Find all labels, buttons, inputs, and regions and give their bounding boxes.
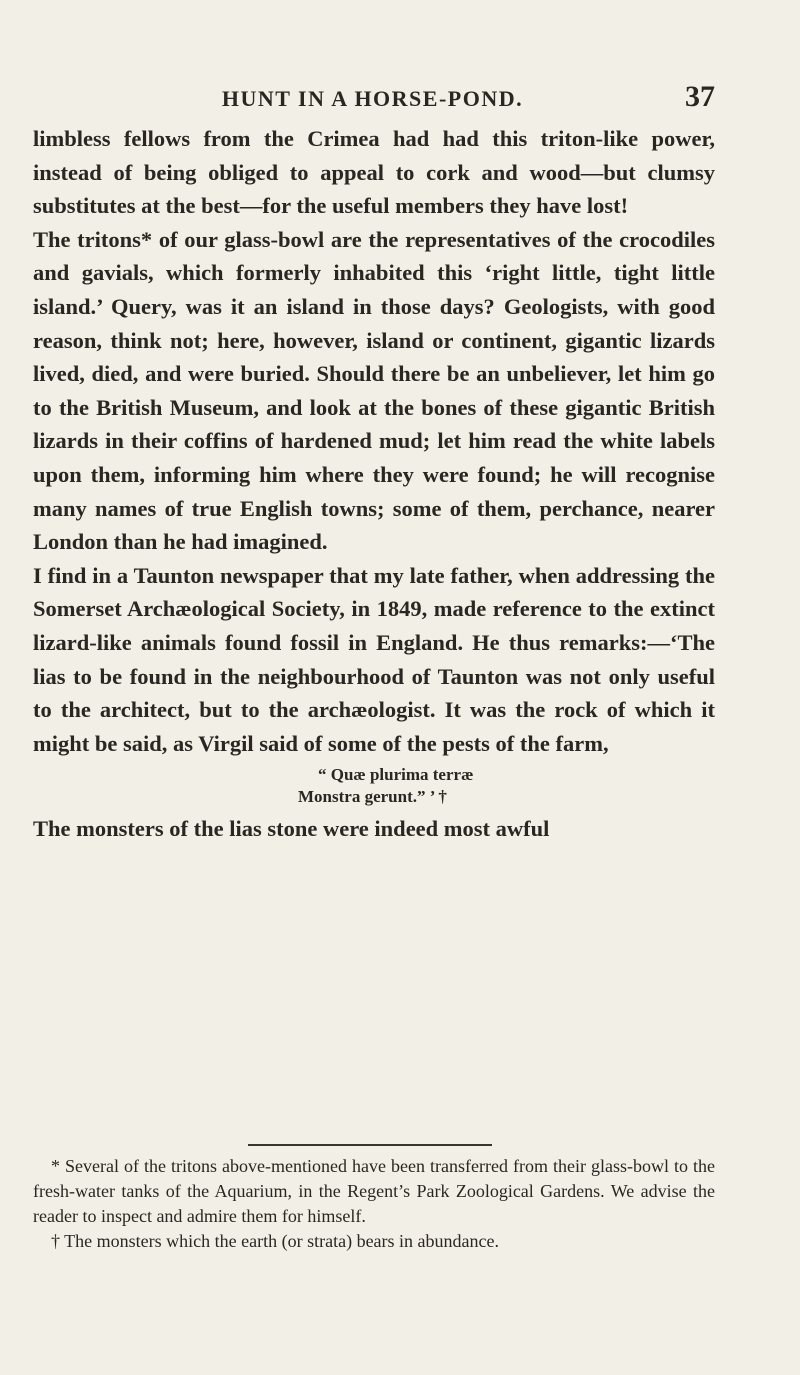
paragraph: I find in a Taunton newspaper that my late father, when addressing the Somerset Archæological Society, in 1849, made reference to the extinct lizard-like animals found fossil in England. He thus remarks:—‘The lias to be found in the neighbourhood of Taunton was not only useful to the architect, but to the archæologist. It was the rock of which it might be said, as Virgil said of some of the pests of the farm, [33,562,715,756]
page-number: 37 [685,80,715,113]
paragraph-continuation: The monsters of the lias stone were indeed most awful [33,816,550,842]
running-title: HUNT IN A HORSE-POND. [221,86,524,111]
footnotes [33,1154,715,1254]
paragraph: limbless fellows from the Crimea had had this triton-like power, instead of being obliged to appeal to cork and wood—but clumsy substitutes at the best—for the useful members they have lost! [33,126,715,219]
footnote: * Several of the tritons above-mentioned have been transferred from their glass-bowl to the fresh-water tanks of the Aquarium, in the Regent’s Park Zoological Gardens. We advise the reader to inspect and admire them for himself. [33,1156,715,1226]
quote-line: Monstra gerunt.” ’ † [298,787,447,807]
latin-quotation [33,764,715,808]
quote-line: “ Quæ plurima terræ [318,765,474,785]
paragraph: The tritons* of our glass-bowl are the representatives of the crocodiles and gavials, which formerly inhabited this ‘right little, tight little island.’ Query, was it an island in those days? Geologists, with good reason, think not; here, however, island or continent, gigantic lizards lived, died, and were buried. Should there be an unbeliever, let him go to the British Museum, and look at the bones of these gigantic British lizards in their coffins of hardened mud; let him read the white labels upon them, informing him where they were found; he will recognise many names of true English towns; some of them, perchance, nearer London than he had imagined. [33,226,715,555]
footnote: † The monsters which the earth (or strata) bears in abundance. [51,1231,500,1251]
footnote-divider [248,1144,492,1146]
running-head [30,80,715,120]
body-text [33,122,715,846]
